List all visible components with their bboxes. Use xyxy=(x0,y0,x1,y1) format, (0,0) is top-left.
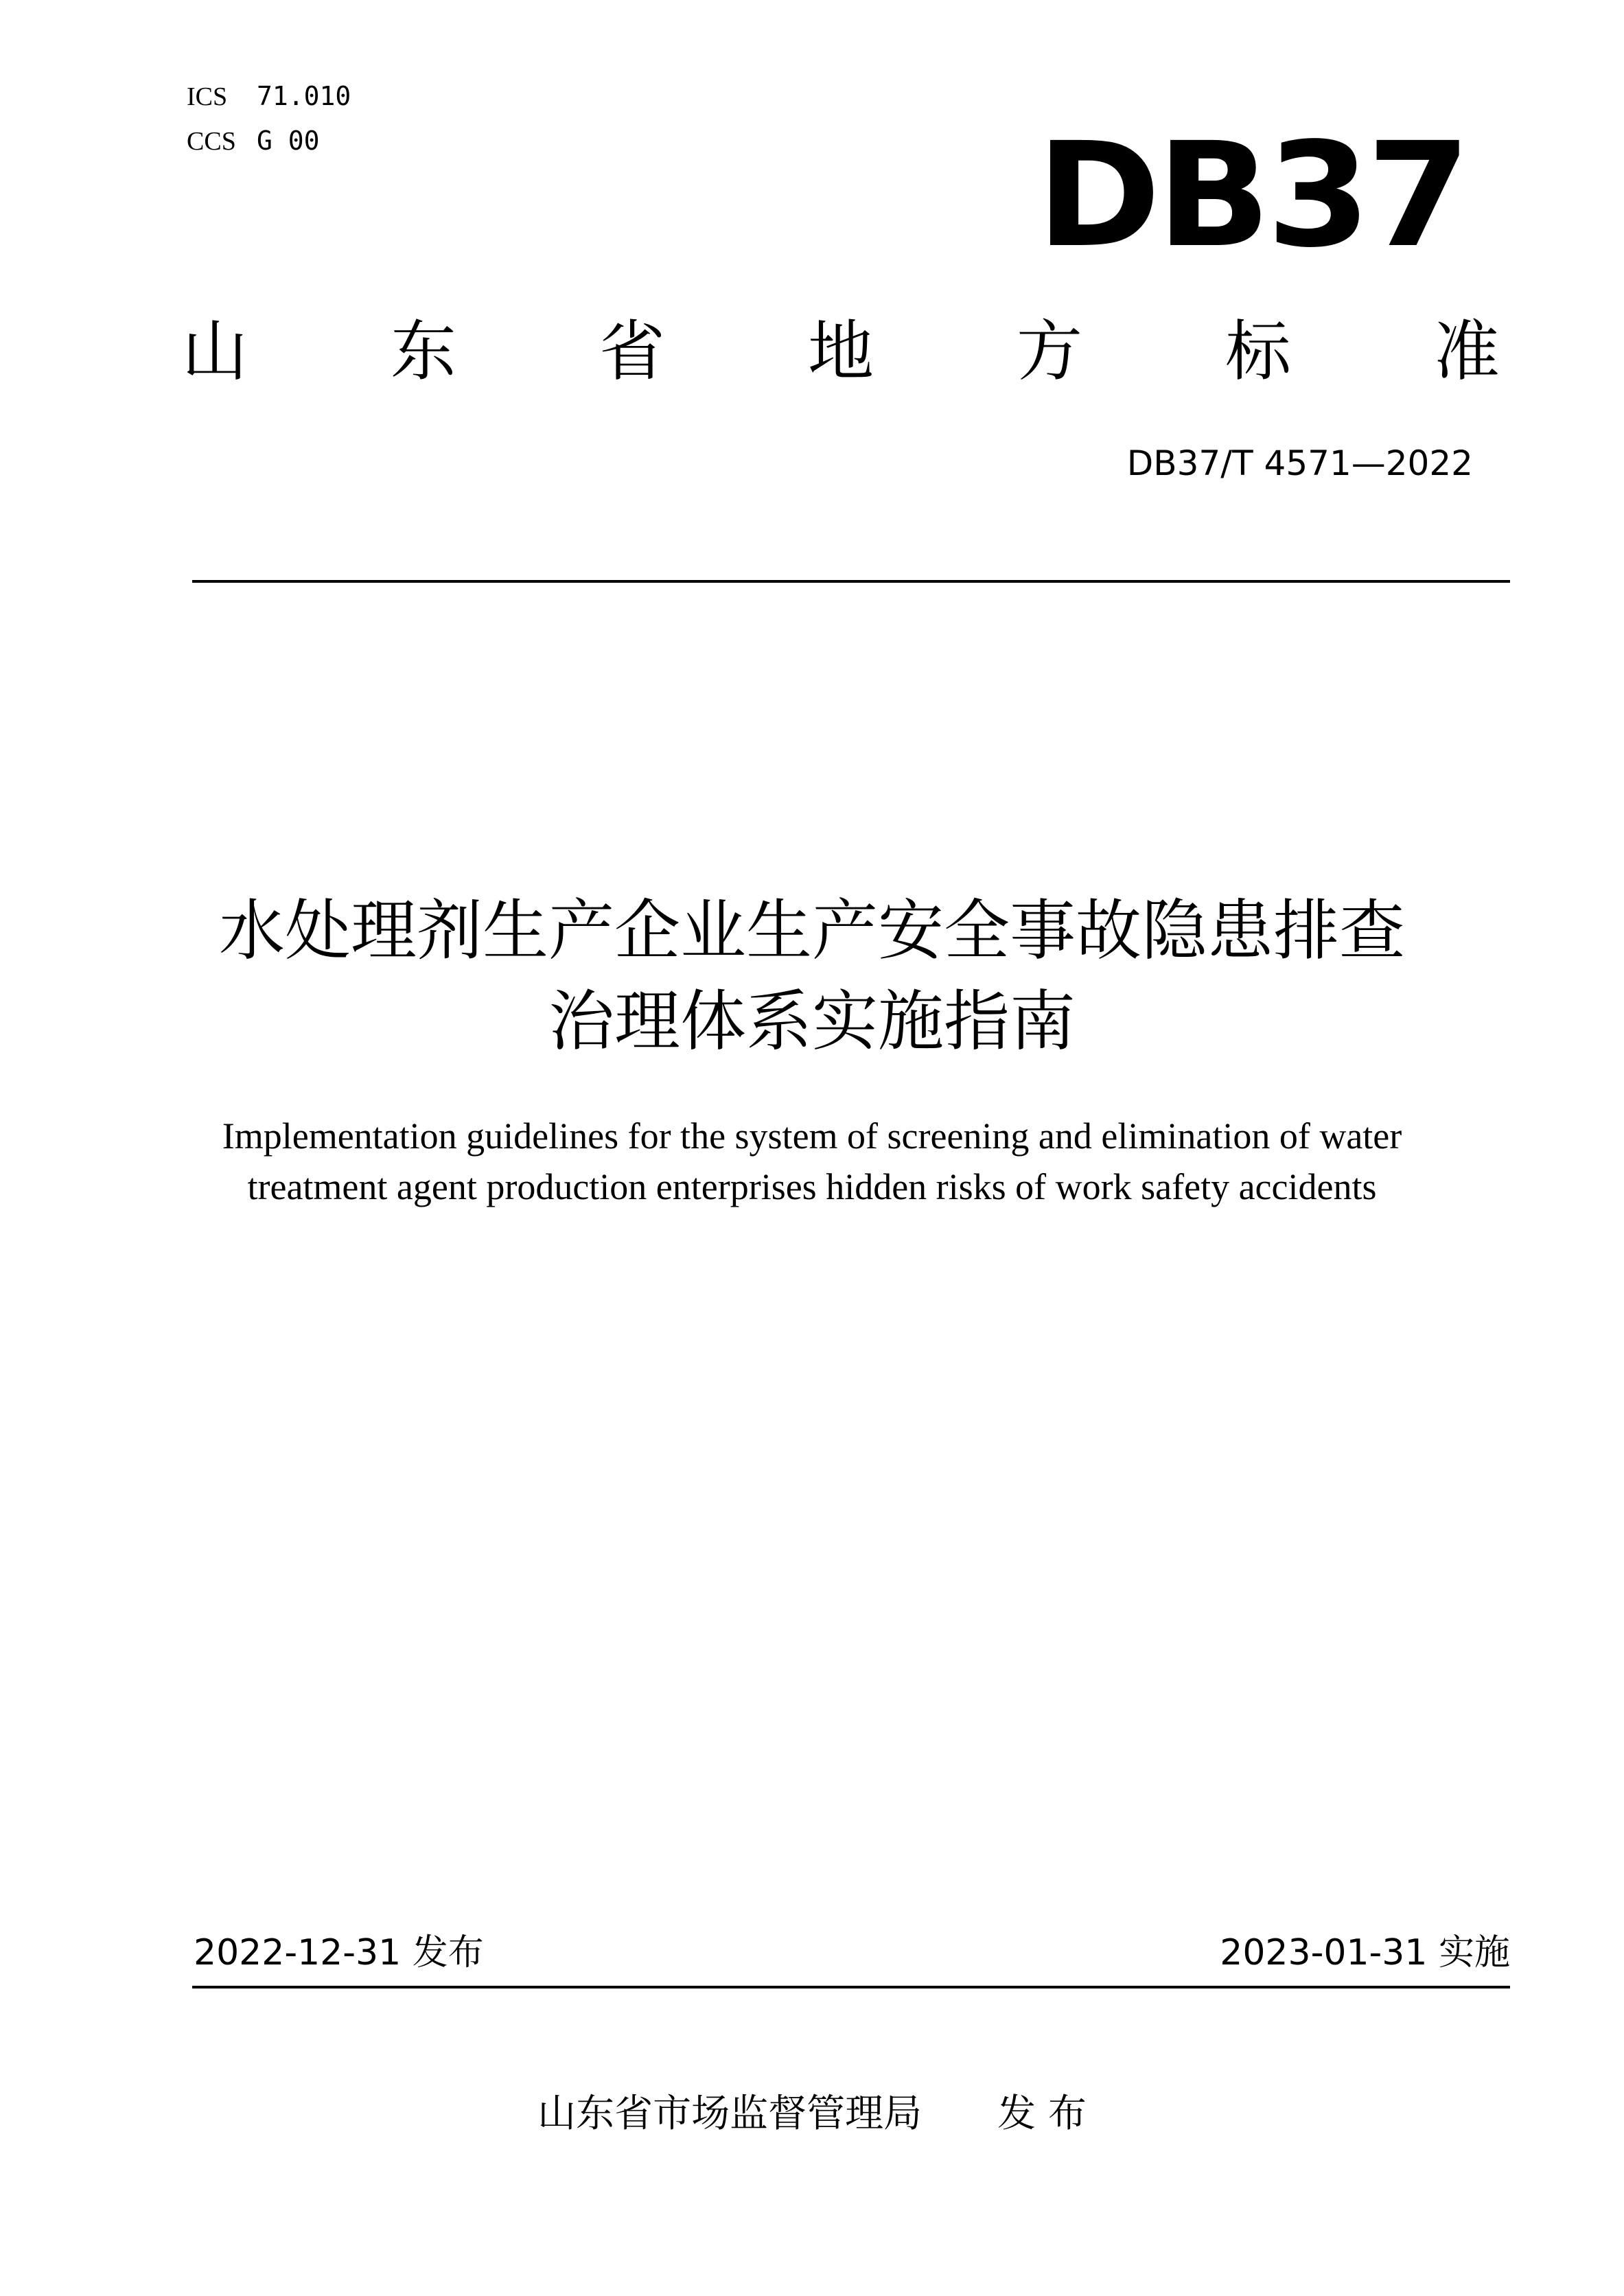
ics-code xyxy=(187,74,351,119)
classification-codes xyxy=(187,74,351,163)
ics-label: ICS xyxy=(187,82,228,111)
publisher-line xyxy=(0,2087,1624,2142)
header-char: 标 xyxy=(1225,313,1291,390)
bottom-divider xyxy=(192,1986,1510,1988)
header-char: 东 xyxy=(391,313,456,390)
chinese-title xyxy=(137,885,1487,1067)
header-char: 省 xyxy=(599,313,665,390)
publisher-action: 发 布 xyxy=(997,2091,1087,2136)
ccs-code xyxy=(187,119,351,163)
issue-date: 2022-12-31 发布 xyxy=(194,1932,484,1973)
standard-category-header xyxy=(182,310,1500,393)
ccs-value: G 00 xyxy=(257,126,320,156)
header-char: 准 xyxy=(1434,313,1500,390)
db37-logo-text: DB37 xyxy=(1036,111,1467,279)
header-char: 地 xyxy=(808,313,874,390)
ccs-label: CCS xyxy=(187,127,236,156)
english-title-line-2: treatment agent production enterprises hidden risks of work safety accidents xyxy=(247,1166,1377,1207)
header-char: 方 xyxy=(1017,313,1082,390)
standard-number: DB37/T 4571—2022 xyxy=(1126,443,1473,483)
publisher-name: 山东省市场监督管理局 xyxy=(537,2091,923,2136)
header-char: 山 xyxy=(182,313,248,390)
ics-value: 71.010 xyxy=(257,81,351,111)
implementation-date: 2023-01-31 实施 xyxy=(1220,1932,1510,1973)
chinese-title-line-2: 治理体系实施指南 xyxy=(548,983,1076,1060)
chinese-title-line-1: 水处理剂生产企业生产安全事故隐患排查 xyxy=(219,892,1405,969)
english-title-line-1: Implementation guidelines for the system of screening and elimination of water xyxy=(222,1115,1402,1157)
english-title xyxy=(137,1111,1487,1212)
top-divider xyxy=(192,580,1510,583)
db37-logo xyxy=(1036,111,1467,279)
